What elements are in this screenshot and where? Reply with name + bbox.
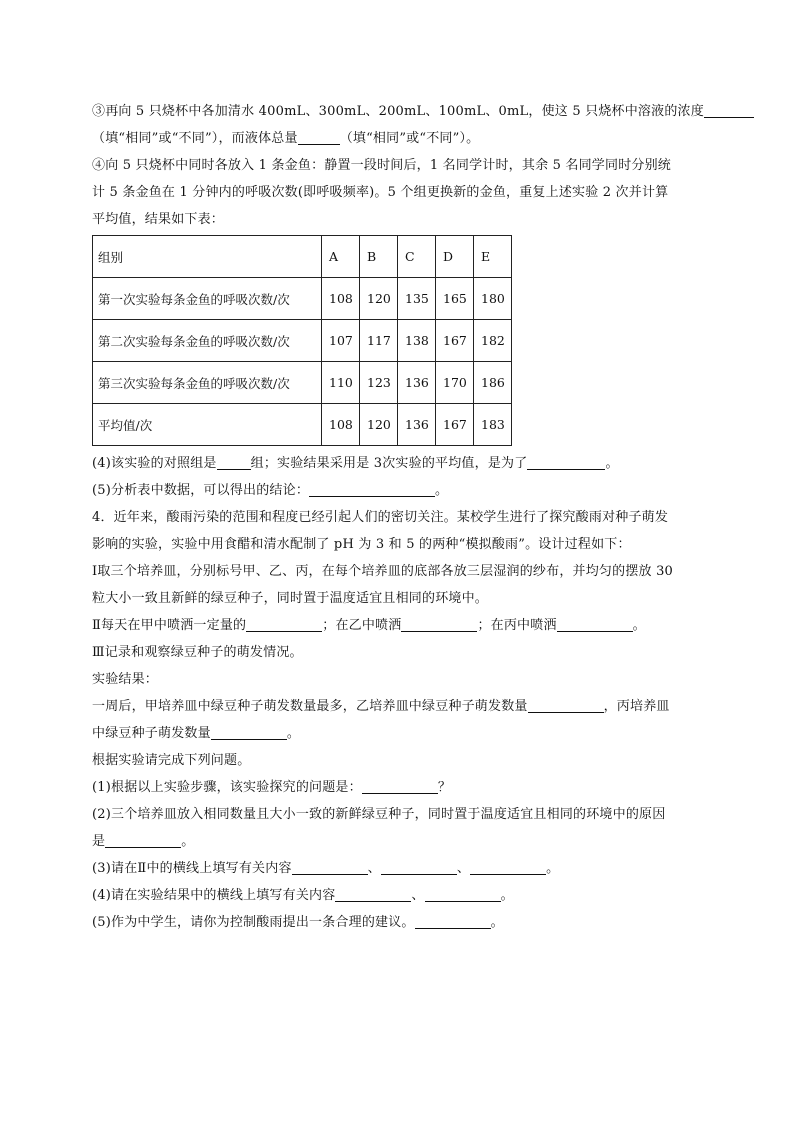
- q4-sub5: (5)作为中学生，请你为控制酸雨提出一条合理的建议。 。: [92, 915, 504, 930]
- answer-blank[interactable]: [217, 454, 251, 470]
- table-header-cell: D: [436, 236, 474, 278]
- q4-result-line2: 中绿豆种子萌发数量 。: [92, 726, 301, 741]
- answer-blank[interactable]: [470, 859, 546, 875]
- table-cell: 186: [474, 362, 512, 404]
- step4-line3: 平均值，结果如下表：: [92, 212, 225, 227]
- q4-step2: Ⅱ每天在甲中喷洒一定量的 ；在乙中喷洒 ；在丙中喷洒 。: [92, 618, 646, 633]
- table-cell: 136: [398, 362, 436, 404]
- table-cell: 123: [360, 362, 398, 404]
- step4-line2: 计 5 条金鱼在 1 分钟内的呼吸次数(即呼吸频率)。5 个组更换新的金鱼，重复上述实验 2 次并计算: [92, 185, 669, 200]
- table-row: [93, 278, 512, 320]
- answer-blank[interactable]: [246, 616, 322, 632]
- answer-blank[interactable]: [415, 913, 491, 929]
- table-cell: 120: [360, 278, 398, 320]
- answer-blank[interactable]: [298, 129, 340, 145]
- q4-sub4: (4)请在实验结果中的横线上填写有关内容 、 。: [92, 888, 514, 903]
- q3-sub5: (5)分析表中数据，可以得出的结论： 。: [92, 483, 449, 498]
- q4-intro-line1: 4．近年来，酸雨污染的范围和程度已经引起人们的密切关注。某校学生进行了探究酸雨对种子萌发: [92, 510, 669, 525]
- table-header-cell: E: [474, 236, 512, 278]
- q4-step1-line2: 粒大小一致且新鲜的绿豆种子，同时置于温度适宜且相同的环境中。: [92, 591, 489, 606]
- table-cell: 167: [436, 320, 474, 362]
- breathing-rate-table: [92, 235, 512, 446]
- table-cell: 120: [360, 404, 398, 446]
- table-row: [93, 362, 512, 404]
- table-header-cell: C: [398, 236, 436, 278]
- q4-sub2-line2: 是 。: [92, 834, 195, 849]
- step3-line2: （填“相同”或“不同”），而液体总量 （填“相同”或“不同”）。: [92, 131, 480, 146]
- table-cell: 108: [322, 278, 360, 320]
- table-cell: 180: [474, 278, 512, 320]
- table-cell: 第三次实验每条金鱼的呼吸次数/次: [93, 362, 322, 404]
- q3-sub4: (4)该实验的对照组是 组；实验结果采用是 3次实验的平均值，是为了 。: [92, 456, 619, 471]
- table-cell: 135: [398, 278, 436, 320]
- q4-prompt: 根据实验请完成下列问题。: [92, 753, 251, 768]
- worksheet-page: [92, 98, 704, 936]
- table-cell: 183: [474, 404, 512, 446]
- answer-blank[interactable]: [425, 886, 501, 902]
- table-cell: 108: [322, 404, 360, 446]
- answer-blank[interactable]: [557, 616, 633, 632]
- q4-result-title: 实验结果：: [92, 672, 159, 687]
- answer-blank[interactable]: [309, 481, 435, 497]
- table-cell: 107: [322, 320, 360, 362]
- answer-blank[interactable]: [105, 832, 181, 848]
- table-header-cell: 组别: [93, 236, 322, 278]
- table-header-cell: B: [360, 236, 398, 278]
- step4-line1: ④向 5 只烧杯中同时各放入 1 条金鱼：静置一段时间后，1 名同学计时，其余 5 名同学同时分别统: [92, 158, 672, 173]
- q4-sub3: (3)请在Ⅱ中的横线上填写有关内容 、 、 。: [92, 861, 560, 876]
- answer-blank[interactable]: [704, 102, 754, 118]
- table-cell: 136: [398, 404, 436, 446]
- table-row: [93, 320, 512, 362]
- table-cell: 167: [436, 404, 474, 446]
- step3-line1: ③再向 5 只烧杯中各加清水 400mL、300mL、200mL、100mL、0mL，使这 5 只烧杯中溶液的浓度: [92, 98, 704, 125]
- table-cell: 117: [360, 320, 398, 362]
- table-cell: 第一次实验每条金鱼的呼吸次数/次: [93, 278, 322, 320]
- table-cell: 110: [322, 362, 360, 404]
- q4-step1-line1: Ⅰ取三个培养皿，分别标号甲、乙、丙，在每个培养皿的底部各放三层湿润的纱布，并均匀的摆放 30: [92, 564, 674, 579]
- q4-step3: Ⅲ记录和观察绿豆种子的萌发情况。: [92, 645, 303, 660]
- table-cell: 平均值/次: [93, 404, 322, 446]
- table-cell: 170: [436, 362, 474, 404]
- answer-blank[interactable]: [362, 778, 438, 794]
- q4-sub1: (1)根据以上实验步骤，该实验探究的问题是： ？: [92, 780, 452, 795]
- answer-blank[interactable]: [381, 859, 457, 875]
- table-row: [93, 404, 512, 446]
- q4-result-line1: 一周后，甲培养皿中绿豆种子萌发数量最多，乙培养皿中绿豆种子萌发数量 ，丙培养皿: [92, 699, 670, 714]
- table-cell: 165: [436, 278, 474, 320]
- q4-sub2-line1: (2)三个培养皿放入相同数量且大小一致的新鲜绿豆种子，同时置于温度适宜且相同的环境中的原因: [92, 807, 666, 822]
- table-cell: 182: [474, 320, 512, 362]
- table-cell: 138: [398, 320, 436, 362]
- table-header-cell: A: [322, 236, 360, 278]
- table-header-row: [93, 236, 512, 278]
- answer-blank[interactable]: [401, 616, 477, 632]
- answer-blank[interactable]: [527, 454, 605, 470]
- answer-blank[interactable]: [335, 886, 411, 902]
- q4-intro-line2: 影响的实验，实验中用食醋和清水配制了 pH 为 3 和 5 的两种“模拟酸雨”。设计过程如下：: [92, 537, 631, 552]
- table-cell: 第二次实验每条金鱼的呼吸次数/次: [93, 320, 322, 362]
- answer-blank[interactable]: [528, 697, 604, 713]
- answer-blank[interactable]: [292, 859, 368, 875]
- answer-blank[interactable]: [211, 724, 287, 740]
